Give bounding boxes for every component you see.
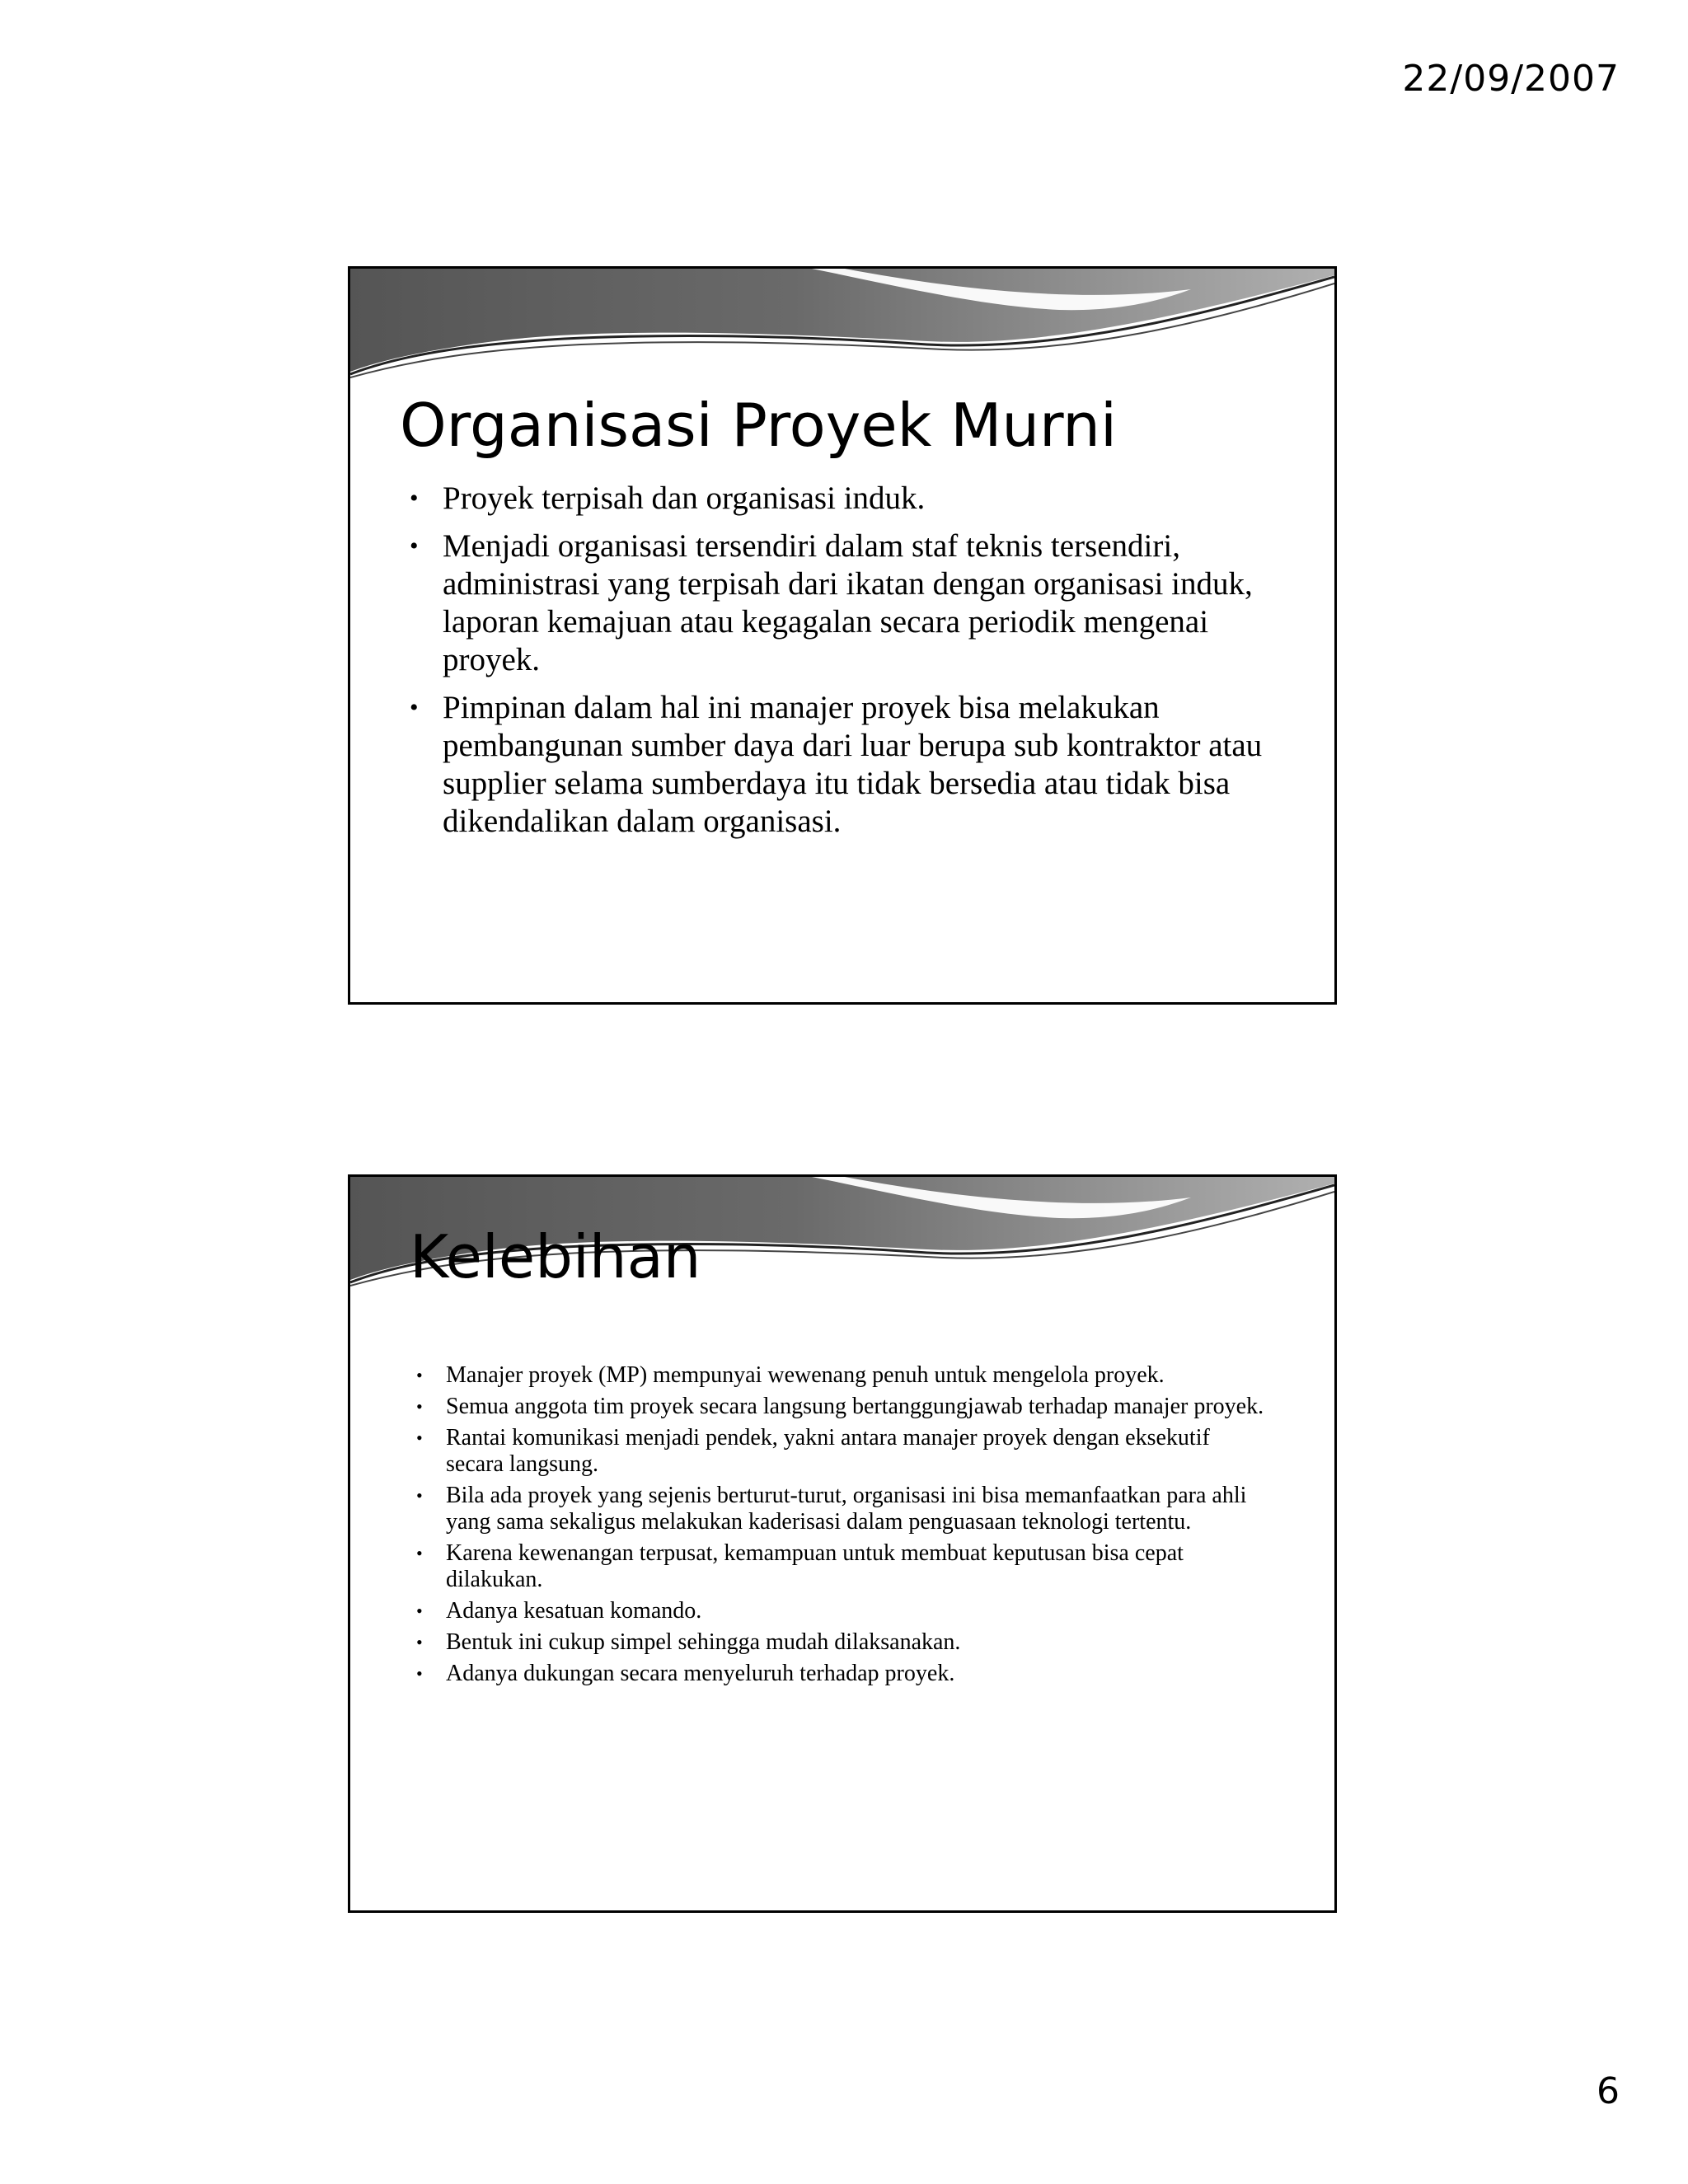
bullet-text: Karena kewenangan terpusat, kemampuan untuk membuat keputusan bisa cepat dilakukan. [446,1540,1184,1592]
bullet-list [410,480,1267,851]
bullet-text: Adanya dukungan secara menyeluruh terhadap proyek. [446,1661,955,1686]
bullet-dot: • [410,485,419,512]
slide-organisasi-proyek-murni [348,266,1337,1005]
bullet-text: Manajer proyek (MP) mempunyai wewenang penuh untuk mengelola proyek. [446,1362,1165,1388]
bullet-dot: • [416,1663,423,1684]
bullet-text: Rantai komunikasi menjadi pendek, yakni antara manajer proyek dengan eksekutif secara langsung. [446,1425,1210,1477]
bullet-text: Adanya kesatuan komando. [446,1598,702,1624]
bullet-item [416,1483,1265,1535]
bullet-text: Proyek terpisah dan organisasi induk. [443,480,926,516]
bullet-item [410,527,1267,679]
bullet-dot: • [416,1396,423,1417]
bullet-text: Semua anggota tim proyek secara langsung bertanggungjawab terhadap manajer proyek. [446,1394,1264,1419]
bullet-item [416,1540,1265,1593]
slide-header-wave-graphic [350,269,1334,392]
slide-title: Organisasi Proyek Murni [400,391,1117,460]
page-number: 6 [1597,2070,1620,2112]
slide-title: Kelebihan [410,1222,701,1291]
bullet-text: Bila ada proyek yang sejenis berturut-turut, organisasi ini bisa memanfaatkan para ahli yang sama sekaligus melakukan kaderisasi dalam penguasaan teknologi tertentu. [446,1483,1247,1535]
bullet-dot: • [416,1485,423,1506]
slide-kelebihan [348,1174,1337,1913]
bullet-dot: • [416,1632,423,1652]
bullet-item [416,1425,1265,1478]
bullet-text: Pimpinan dalam hal ini manajer proyek bisa melakukan pembangunan sumber daya dari luar berupa sub kontraktor atau supplier selama sumberdaya itu tidak bersedia atau tidak bisa dikendalikan dalam organisasi. [443,690,1263,839]
page-date: 22/09/2007 [1402,58,1620,100]
bullet-dot: • [416,1427,423,1448]
bullet-item [416,1629,1265,1656]
bullet-dot: • [416,1543,423,1563]
bullet-item [416,1362,1265,1389]
bullet-text: Bentuk ini cukup simpel sehingga mudah dilaksanakan. [446,1629,961,1655]
bullet-dot: • [416,1365,423,1385]
bullet-list [416,1362,1265,1692]
bullet-item [416,1598,1265,1624]
bullet-item [410,689,1267,841]
bullet-item [416,1661,1265,1687]
bullet-dot: • [416,1601,423,1621]
bullet-text: Menjadi organisasi tersendiri dalam staf teknis tersendiri, administrasi yang terpisah dari ikatan dengan organisasi induk, laporan kemajuan atau kegagalan secara periodik mengenai proyek. [443,528,1253,677]
bullet-dot: • [410,532,419,560]
bullet-item [416,1394,1265,1420]
bullet-item [410,480,1267,518]
bullet-dot: • [410,694,419,721]
